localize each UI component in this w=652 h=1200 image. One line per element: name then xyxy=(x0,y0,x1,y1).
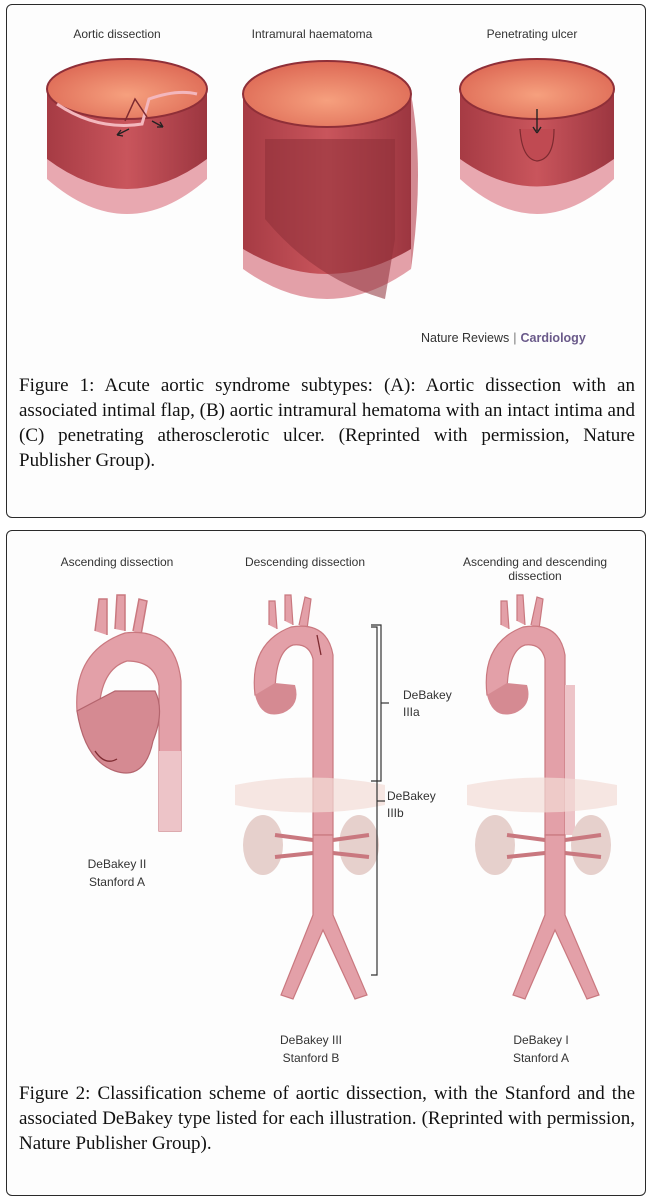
type-debakey-i: DeBakey I xyxy=(513,1033,569,1047)
descending-dissection-illustration xyxy=(235,595,385,1015)
figure-1-caption-label: Figure 1: xyxy=(19,375,95,396)
label-aortic-dissection: Aortic dissection xyxy=(73,27,161,41)
figure-2-caption xyxy=(19,1081,635,1156)
aortic-dissection-illustration xyxy=(37,49,217,249)
credit-separator: | xyxy=(513,331,517,345)
figure-2-caption-text: Classification scheme of aortic dissection, with the Stanford and the associated DeBakey type listed for each illustration. (Reprinted with permission, Nature Publisher Group). xyxy=(19,1083,636,1154)
figure-2-caption-label: Figure 2: xyxy=(19,1083,91,1104)
header-descending: Descending dissection xyxy=(244,555,366,569)
type-stanford-a-both: Stanford A xyxy=(512,1051,570,1065)
type-stanford-b: Stanford B xyxy=(282,1051,340,1065)
figure-2-panel xyxy=(6,530,646,1196)
intramural-haematoma-illustration xyxy=(235,49,420,319)
figure-1-caption-text: Acute aortic syndrome subtypes: (A): Aortic dissection with an associated intimal flap, (B) aortic intramural hematoma with an intact intima and (C) penetrating atherosclerotic ulcer. (Reprinted with permission, Nature Publisher Group). xyxy=(19,375,635,471)
type-debakey-iii: DeBakey III xyxy=(279,1033,343,1047)
header-ascending: Ascending dissection xyxy=(60,555,174,569)
type-debakey-ii: DeBakey II xyxy=(87,857,147,871)
ascending-dissection-illustration xyxy=(55,591,205,851)
header-ascending-descending: Ascending and descending dissection xyxy=(462,555,608,583)
label-penetrating-ulcer: Penetrating ulcer xyxy=(486,27,578,41)
figure-1-panel xyxy=(6,4,646,518)
label-debakey-iiib: DeBakey IIIb xyxy=(387,789,436,820)
figure-1-caption xyxy=(19,373,635,473)
label-debakey-iiia: DeBakey IIIa xyxy=(403,688,452,719)
credit-line xyxy=(421,331,586,345)
credit-section: Cardiology xyxy=(520,331,586,345)
label-intramural-haematoma: Intramural haematoma xyxy=(251,27,373,41)
credit-journal: Nature Reviews xyxy=(421,331,510,345)
type-stanford-a-ascending: Stanford A xyxy=(88,875,146,889)
penetrating-ulcer-illustration xyxy=(452,49,622,239)
ascending-descending-illustration xyxy=(467,595,617,1015)
